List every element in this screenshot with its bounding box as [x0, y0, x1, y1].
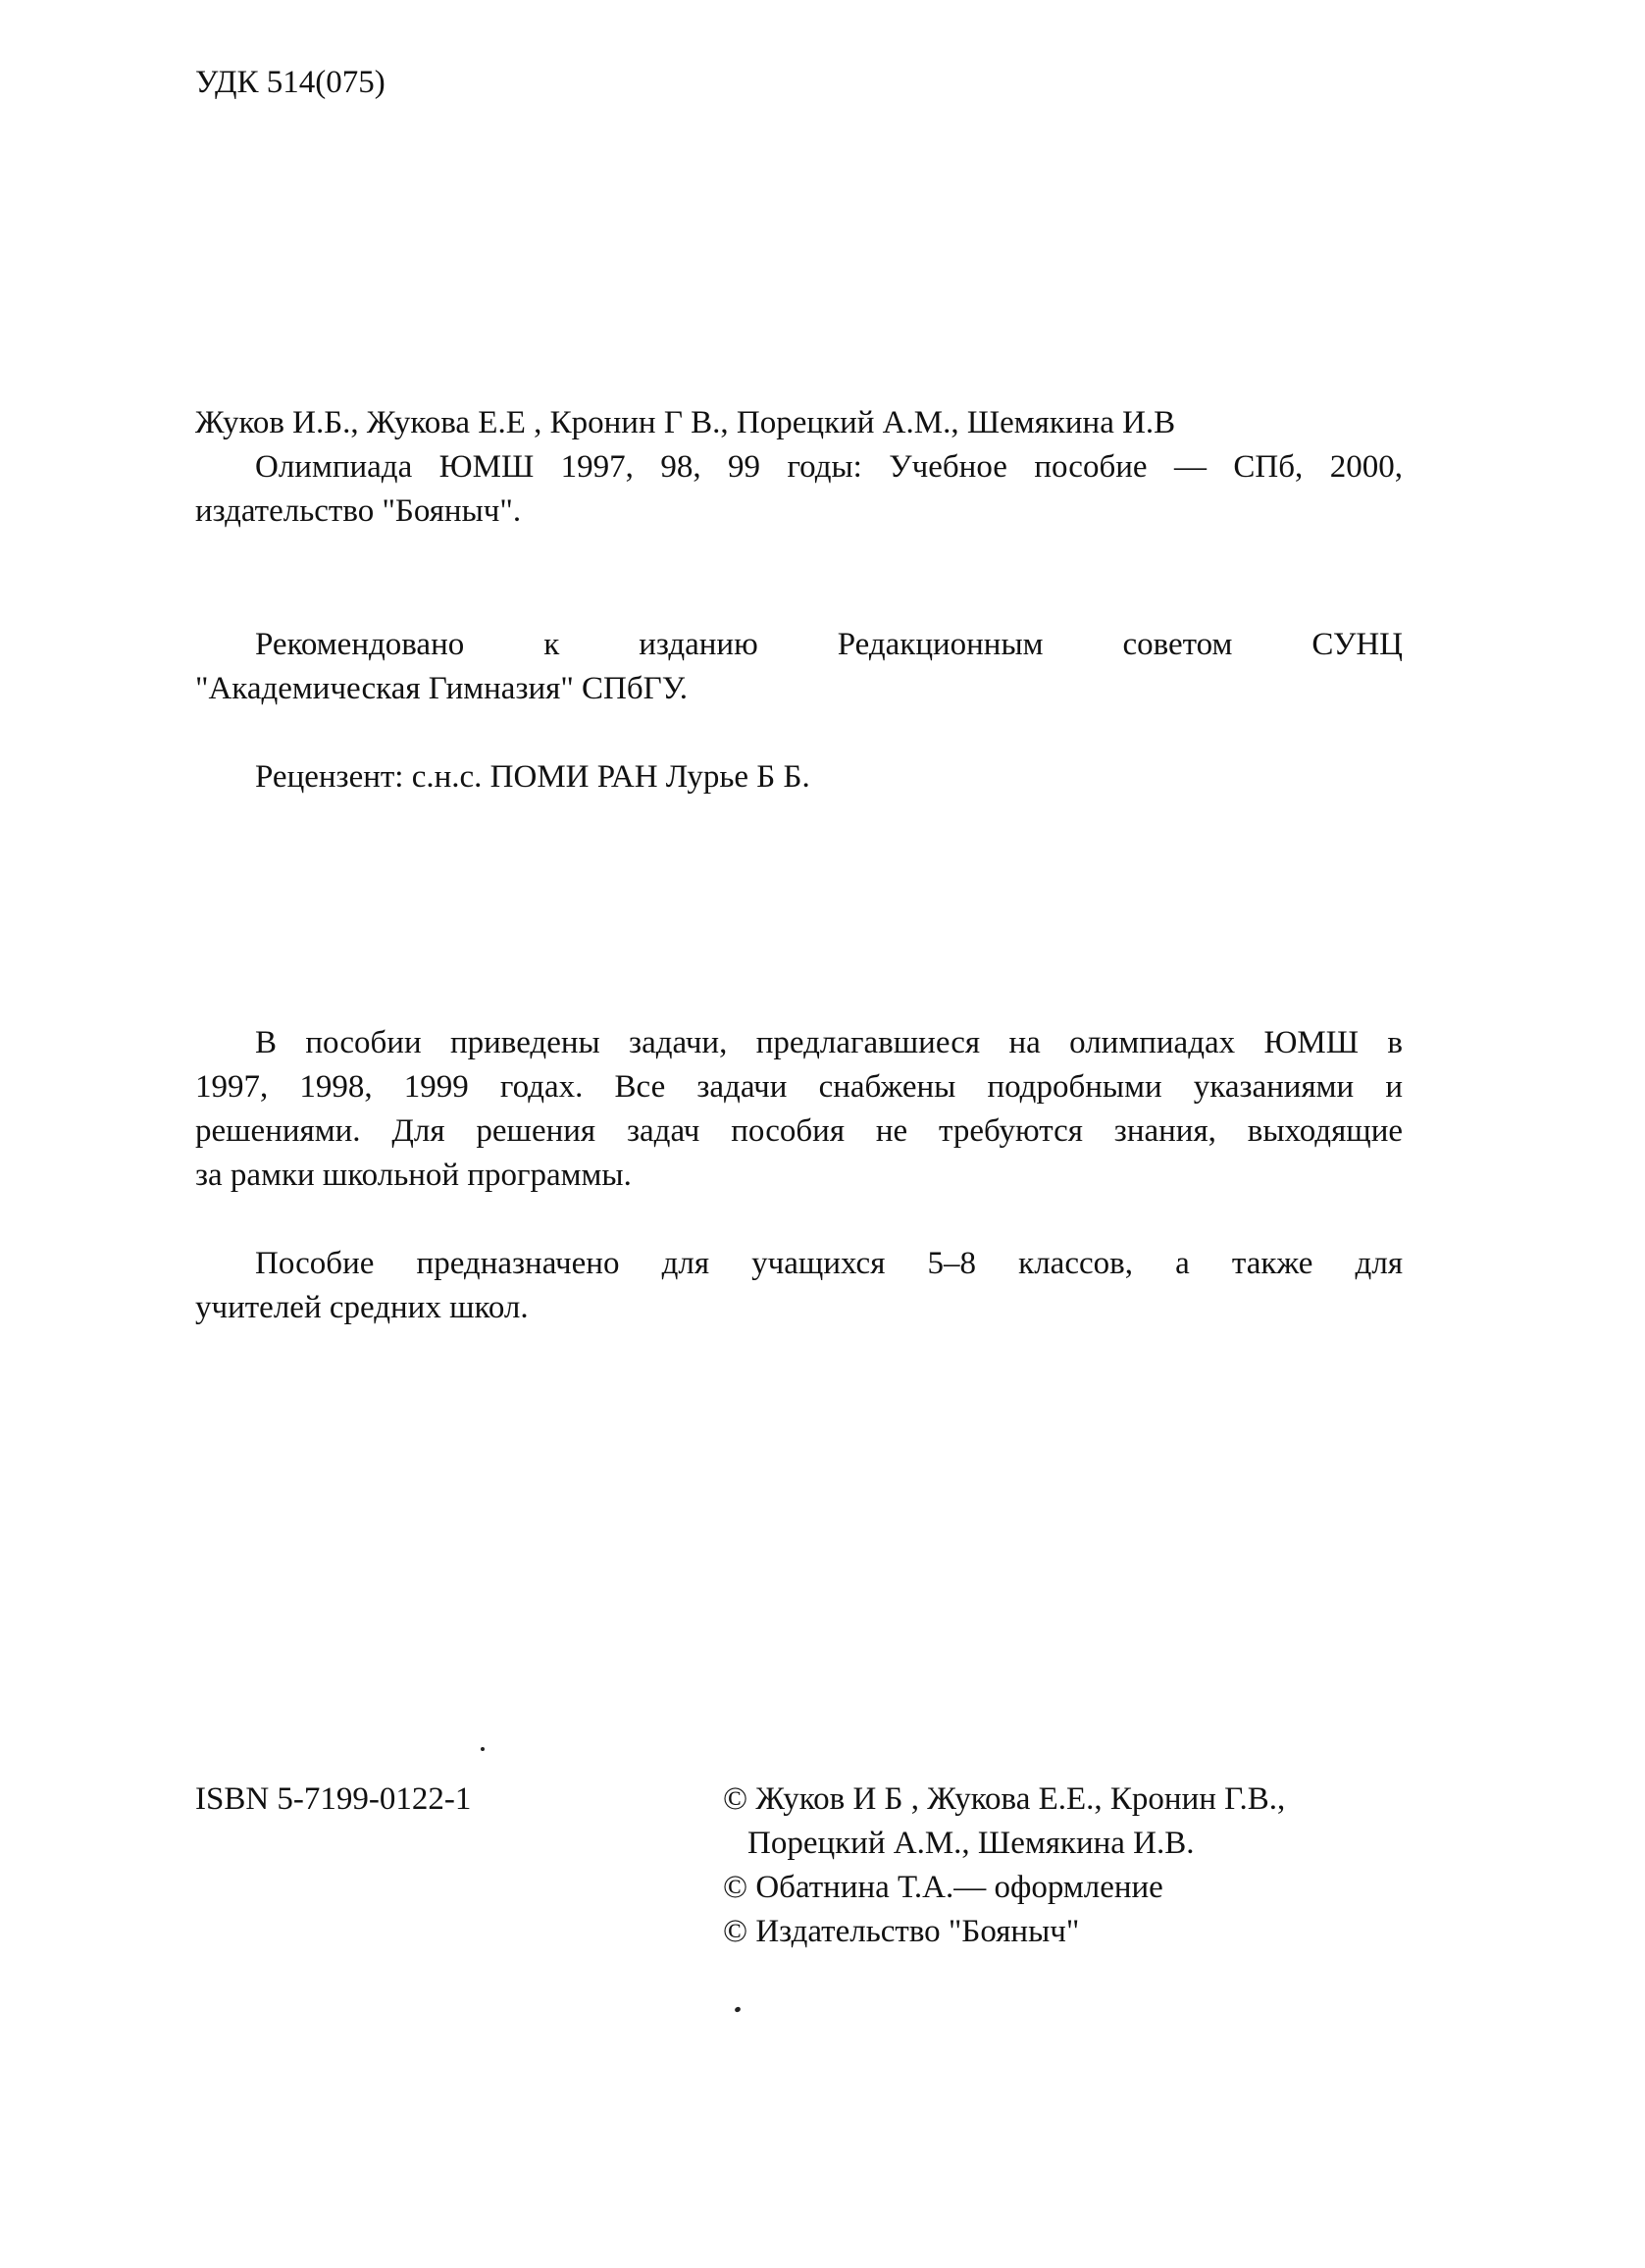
- authors-line: Жуков И.Б., Жукова Е.Е , Кронин Г В., Порецкий А.М., Шемякина И.В: [195, 405, 1176, 440]
- abstract-line-2: 1997, 1998, 1999 годах. Все задачи снабжены подробными указаниями и: [195, 1069, 1403, 1105]
- abstract-line-4: за рамки школьной программы.: [195, 1158, 632, 1193]
- abstract-line-3: решениями. Для решения задач пособия не требуются знания, выходящие: [195, 1113, 1403, 1149]
- print-speck: [481, 1747, 485, 1751]
- audience-line-2: учителей средних школ.: [195, 1290, 529, 1325]
- copyright-line-2: Порецкий А.М., Шемякина И.В.: [747, 1826, 1195, 1861]
- publisher-line: издательство "Бояныч".: [195, 493, 522, 529]
- audience-line-1: Пособие предназначено для учащихся 5–8 классов, а также для: [255, 1246, 1403, 1281]
- abstract-line-1: В пособии приведены задачи, предлагавшиеся на олимпиадах ЮМШ в: [255, 1025, 1403, 1060]
- title-line: Олимпиада ЮМШ 1997, 98, 99 годы: Учебное пособие — СПб, 2000,: [255, 449, 1403, 485]
- isbn-line: ISBN 5-7199-0122-1: [195, 1781, 472, 1817]
- reviewer-line: Рецензент: с.н.с. ПОМИ РАН Лурье Б Б.: [255, 759, 810, 795]
- print-speck: [734, 2006, 742, 2013]
- copyright-line-3: © Обатнина Т.А.— оформление: [723, 1870, 1163, 1905]
- udk-code: УДК 514(075): [195, 65, 386, 100]
- copyright-line-4: © Издательство "Бояныч": [723, 1914, 1080, 1949]
- copyright-line-1: © Жуков И Б , Жукова Е.Е., Кронин Г.В.,: [723, 1781, 1286, 1817]
- recommendation-line-2: "Академическая Гимназия" СПбГУ.: [195, 671, 688, 706]
- recommendation-line-1: Рекомендовано к изданию Редакционным советом СУНЦ: [255, 627, 1403, 662]
